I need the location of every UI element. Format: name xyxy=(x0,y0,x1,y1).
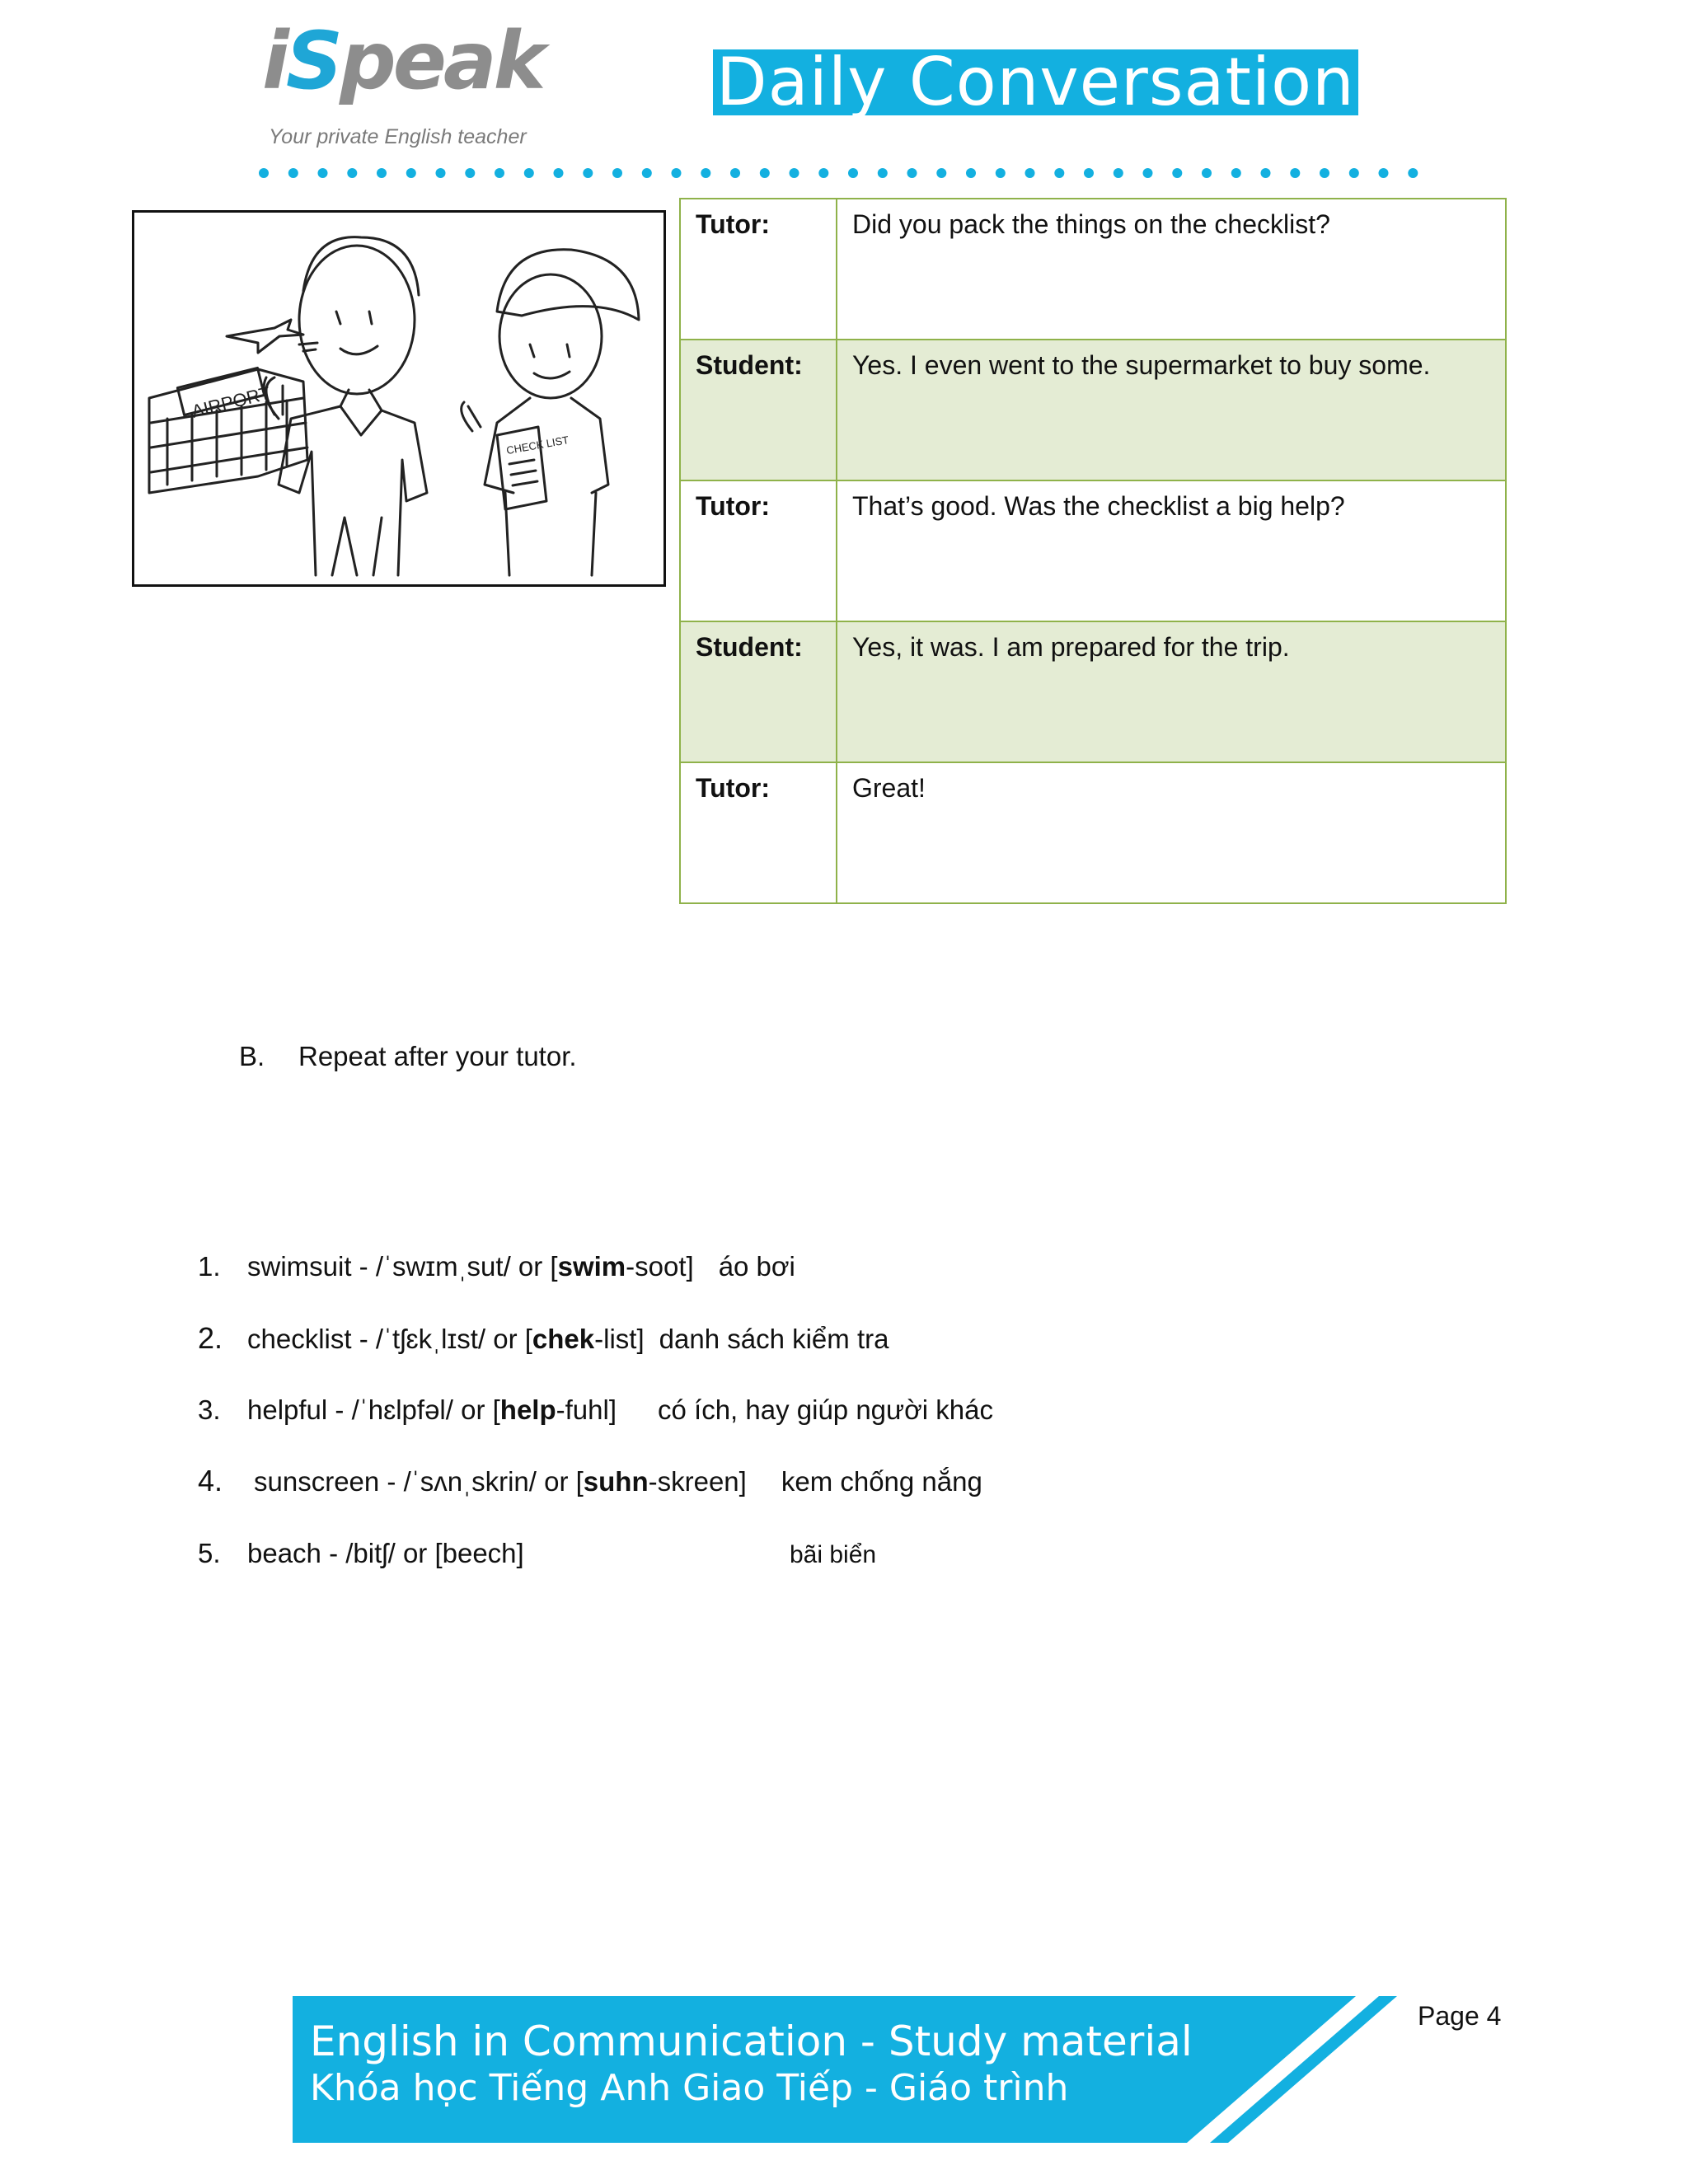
vocab-stress: help xyxy=(499,1394,556,1425)
section-b-heading xyxy=(239,1041,577,1072)
vocab-item xyxy=(198,1538,524,1569)
divider-dot xyxy=(1084,168,1094,178)
divider-dot xyxy=(318,168,328,178)
dialogue-line: That’s good. Was the checklist a big help? xyxy=(837,480,1506,621)
divider-dot xyxy=(1379,168,1389,178)
vocab-ipa: - /ˈhɛlpfəl/ or [ xyxy=(327,1394,500,1425)
airport-drawing xyxy=(134,213,663,584)
dialogue-line: Great! xyxy=(837,762,1506,903)
section-instruction: Repeat after your tutor. xyxy=(298,1041,577,1071)
divider-dot xyxy=(377,168,387,178)
divider-dot xyxy=(583,168,593,178)
vocab-translation: bãi biển xyxy=(790,1541,877,1568)
divider-dot xyxy=(1231,168,1241,178)
vocab-translation: có ích, hay giúp người khác xyxy=(658,1394,993,1425)
vocab-word: swimsuit xyxy=(247,1251,352,1282)
dialogue-speaker: Tutor: xyxy=(680,762,837,903)
vocab-number: 2. xyxy=(198,1321,223,1355)
divider-dot xyxy=(1143,168,1153,178)
vocab-translation: danh sách kiểm tra xyxy=(659,1324,889,1354)
dotted-divider xyxy=(257,163,1436,183)
divider-dot xyxy=(1290,168,1300,178)
vocab-item xyxy=(198,1394,993,1426)
vocab-translation: kem chống nắng xyxy=(781,1466,982,1497)
divider-dot xyxy=(701,168,710,178)
vocab-word: sunscreen xyxy=(254,1466,380,1497)
vocab-translation: áo bơi xyxy=(718,1251,795,1282)
dialogue-row xyxy=(680,340,1506,480)
vocab-word: helpful xyxy=(247,1394,328,1425)
divider-dot xyxy=(347,168,357,178)
divider-dot xyxy=(907,168,917,178)
vocab-ipa: - /bitʃ/ or [beech] xyxy=(321,1538,524,1568)
divider-dot xyxy=(760,168,770,178)
divider-dot xyxy=(1114,168,1123,178)
divider-dot xyxy=(730,168,740,178)
divider-dot xyxy=(848,168,858,178)
dialogue-line: Yes, it was. I am prepared for the trip. xyxy=(837,621,1506,762)
divider-dot xyxy=(1320,168,1329,178)
divider-dot xyxy=(642,168,652,178)
vocab-stress: suhn xyxy=(583,1466,649,1497)
vocab-item xyxy=(198,1464,982,1498)
vocab-word: beach xyxy=(247,1538,321,1568)
checklist-text: CHECK LIST xyxy=(505,434,570,457)
section-letter: B. xyxy=(239,1041,265,1071)
illustration-airport-friends xyxy=(132,210,666,587)
divider-dot xyxy=(996,168,1006,178)
divider-dot xyxy=(524,168,534,178)
vocab-number: 1. xyxy=(198,1251,221,1282)
dialogue-table xyxy=(679,198,1507,904)
divider-dot xyxy=(1408,168,1418,178)
dialogue-row xyxy=(680,199,1506,340)
footer-subtitle: Khóa học Tiếng Anh Giao Tiếp - Giáo trình xyxy=(310,2067,1069,2109)
vocab-rest: -soot] xyxy=(626,1251,694,1282)
vocab-ipa: - /ˈswɪmˌsut/ or [ xyxy=(351,1251,558,1282)
vocab-word: checklist xyxy=(247,1324,352,1354)
divider-dot xyxy=(612,168,622,178)
vocab-ipa: - /ˈsʌnˌskrin/ or [ xyxy=(379,1466,584,1497)
dialogue-speaker: Tutor: xyxy=(680,480,837,621)
divider-dot xyxy=(495,168,504,178)
cap xyxy=(497,250,639,320)
vocab-rest: -list] xyxy=(594,1324,645,1354)
divider-dot xyxy=(406,168,416,178)
divider-dot xyxy=(1261,168,1271,178)
airplane-icon xyxy=(227,320,303,353)
dialogue-row xyxy=(680,621,1506,762)
divider-dot xyxy=(790,168,799,178)
vocab-rest: -skreen] xyxy=(648,1466,747,1497)
divider-dot xyxy=(1025,168,1035,178)
dialogue-speaker: Student: xyxy=(680,621,837,762)
logo-tagline: Your private English teacher xyxy=(269,125,527,148)
divider-dot xyxy=(1349,168,1359,178)
divider-dot xyxy=(1054,168,1064,178)
vocab-stress: swim xyxy=(557,1251,626,1282)
vocab-number: 3. xyxy=(198,1394,221,1425)
divider-dot xyxy=(966,168,976,178)
vocab-item xyxy=(198,1321,889,1356)
dialogue-row xyxy=(680,480,1506,621)
dialogue-row xyxy=(680,762,1506,903)
vocab-rest: -fuhl] xyxy=(556,1394,617,1425)
divider-dot xyxy=(288,168,298,178)
header-title: Daily Conversation xyxy=(713,49,1358,115)
divider-dot xyxy=(436,168,446,178)
boy-left-head xyxy=(299,246,415,394)
footer-title: English in Communication - Study material xyxy=(310,2018,1193,2065)
divider-dot xyxy=(554,168,564,178)
dialogue-line: Yes. I even went to the supermarket to buy some. xyxy=(837,340,1506,480)
divider-dot xyxy=(878,168,888,178)
divider-dot xyxy=(818,168,828,178)
dialogue-speaker: Student: xyxy=(680,340,837,480)
divider-dot xyxy=(259,168,269,178)
vocab-ipa: - /ˈtʃɛkˌlɪst/ or [ xyxy=(351,1324,532,1354)
divider-dot xyxy=(1202,168,1212,178)
vocab-number: 4. xyxy=(198,1464,223,1497)
divider-dot xyxy=(1172,168,1182,178)
divider-dot xyxy=(936,168,946,178)
dialogue-speaker: Tutor: xyxy=(680,199,837,340)
vocab-number: 5. xyxy=(198,1538,221,1568)
airport-sign-text: AIRPORT xyxy=(189,382,273,422)
vocab-stress: chek xyxy=(532,1324,595,1354)
vocab-item xyxy=(198,1251,795,1282)
logo-text: iSpeak xyxy=(262,15,543,107)
dialogue-line: Did you pack the things on the checklist? xyxy=(837,199,1506,340)
divider-dot xyxy=(465,168,475,178)
page-number: Page 4 xyxy=(1418,2001,1502,2031)
divider-dot xyxy=(672,168,682,178)
